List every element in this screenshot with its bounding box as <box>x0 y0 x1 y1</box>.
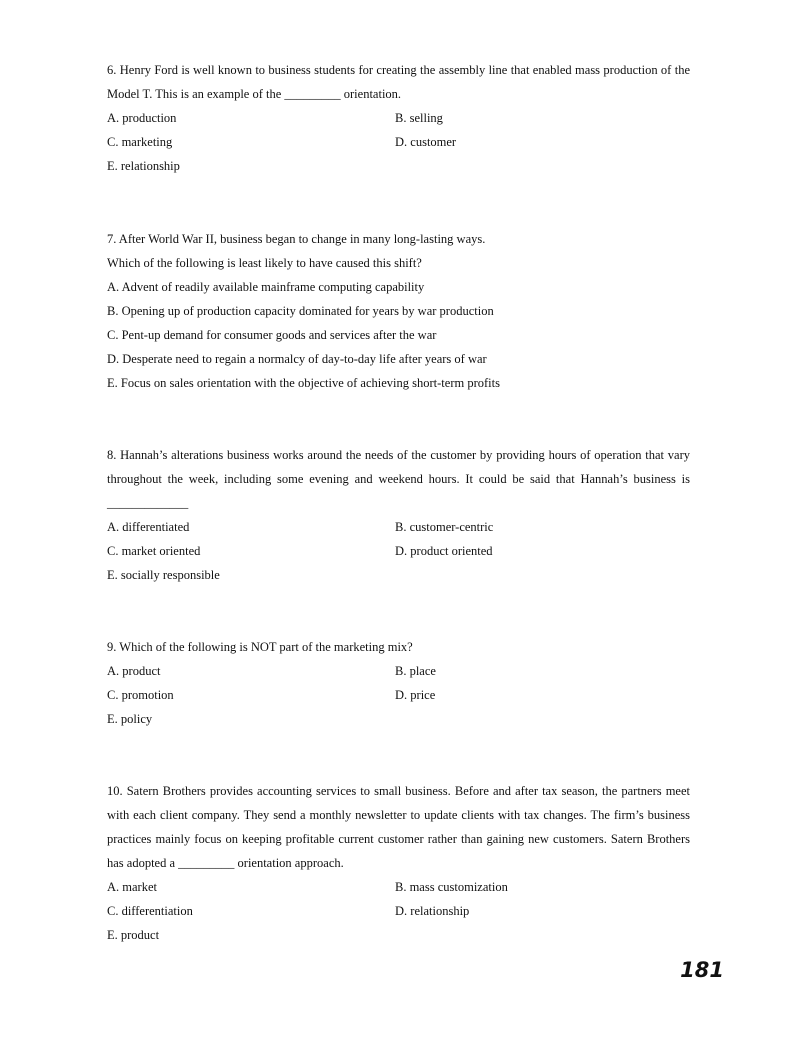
question-7-option-d: D. Desperate need to regain a normalcy of day-to-day life after years of war <box>107 352 487 366</box>
question-9-option-d: D. price <box>395 688 436 702</box>
question-9-options-row-2 <box>107 683 690 707</box>
page-number: 181 <box>680 958 724 982</box>
question-8-option-d: D. product oriented <box>395 544 493 558</box>
question-10-options-row-1 <box>107 875 690 899</box>
question-9-option-e: E. policy <box>107 712 153 726</box>
question-8-option-a: A. differentiated <box>107 520 190 534</box>
question-7-stem-line-2: Which of the following is least likely to have caused this shift? <box>107 256 422 270</box>
question-8-options-row-2 <box>107 539 690 563</box>
question-10-option-b: B. mass customization <box>395 880 508 894</box>
question-8-option-c: C. market oriented <box>107 544 201 558</box>
question-6-stem: 6. Henry Ford is well known to business students for creating the assembly line that enabled mass production of the Model T. This is an example of the _________ orientation. <box>107 63 690 101</box>
question-10 <box>107 779 690 947</box>
question-10-options-row-2 <box>107 899 690 923</box>
question-6-options-row-1 <box>107 106 690 130</box>
question-9-option-b: B. place <box>395 664 436 678</box>
question-7 <box>107 227 690 395</box>
question-10-option-c: C. differentiation <box>107 904 193 918</box>
question-10-option-a: A. market <box>107 880 157 894</box>
question-8-options-row-1 <box>107 515 690 539</box>
question-9 <box>107 635 690 731</box>
question-9-stem: 9. Which of the following is NOT part of the marketing mix? <box>107 640 413 654</box>
question-6-option-a: A. production <box>107 111 177 125</box>
question-10-stem: 10. Satern Brothers provides accounting services to small business. Before and after tax season, the partners meet with each client company. They send a monthly newsletter to update clients with tax changes. The firm’s business practices mainly focus on keeping profitable current customer rather than gaining new customers. Satern Brothers has adopted a _________ orientation approach. <box>107 784 690 870</box>
question-6 <box>107 58 690 178</box>
question-8-option-b: B. customer-centric <box>395 520 494 534</box>
question-7-option-a: A. Advent of readily available mainframe computing capability <box>107 280 425 294</box>
question-8 <box>107 443 690 587</box>
question-6-option-c: C. marketing <box>107 135 173 149</box>
question-10-option-e: E. product <box>107 928 160 942</box>
question-7-option-e: E. Focus on sales orientation with the objective of achieving short-term profits <box>107 376 500 390</box>
question-9-options-row-1 <box>107 659 690 683</box>
question-6-option-b: B. selling <box>395 111 443 125</box>
question-7-stem <box>107 227 690 275</box>
question-6-option-e: E. relationship <box>107 159 180 173</box>
question-7-option-c: C. Pent-up demand for consumer goods and services after the war <box>107 328 437 342</box>
question-6-options-row-2 <box>107 130 690 154</box>
question-6-option-d: D. customer <box>395 135 457 149</box>
question-8-option-e: E. socially responsible <box>107 568 220 582</box>
quiz-page <box>107 58 690 947</box>
question-9-option-c: C. promotion <box>107 688 174 702</box>
question-9-option-a: A. product <box>107 664 161 678</box>
question-7-option-b: B. Opening up of production capacity dominated for years by war production <box>107 304 494 318</box>
question-7-stem-line-1: 7. After World War II, business began to change in many long-lasting ways. <box>107 232 486 246</box>
question-8-stem: 8. Hannah’s alterations business works around the needs of the customer by providing hours of operation that vary throughout the week, including some evening and weekend hours. It could be said that Hannah’s business is _____________ <box>107 448 690 510</box>
question-10-option-d: D. relationship <box>395 904 470 918</box>
